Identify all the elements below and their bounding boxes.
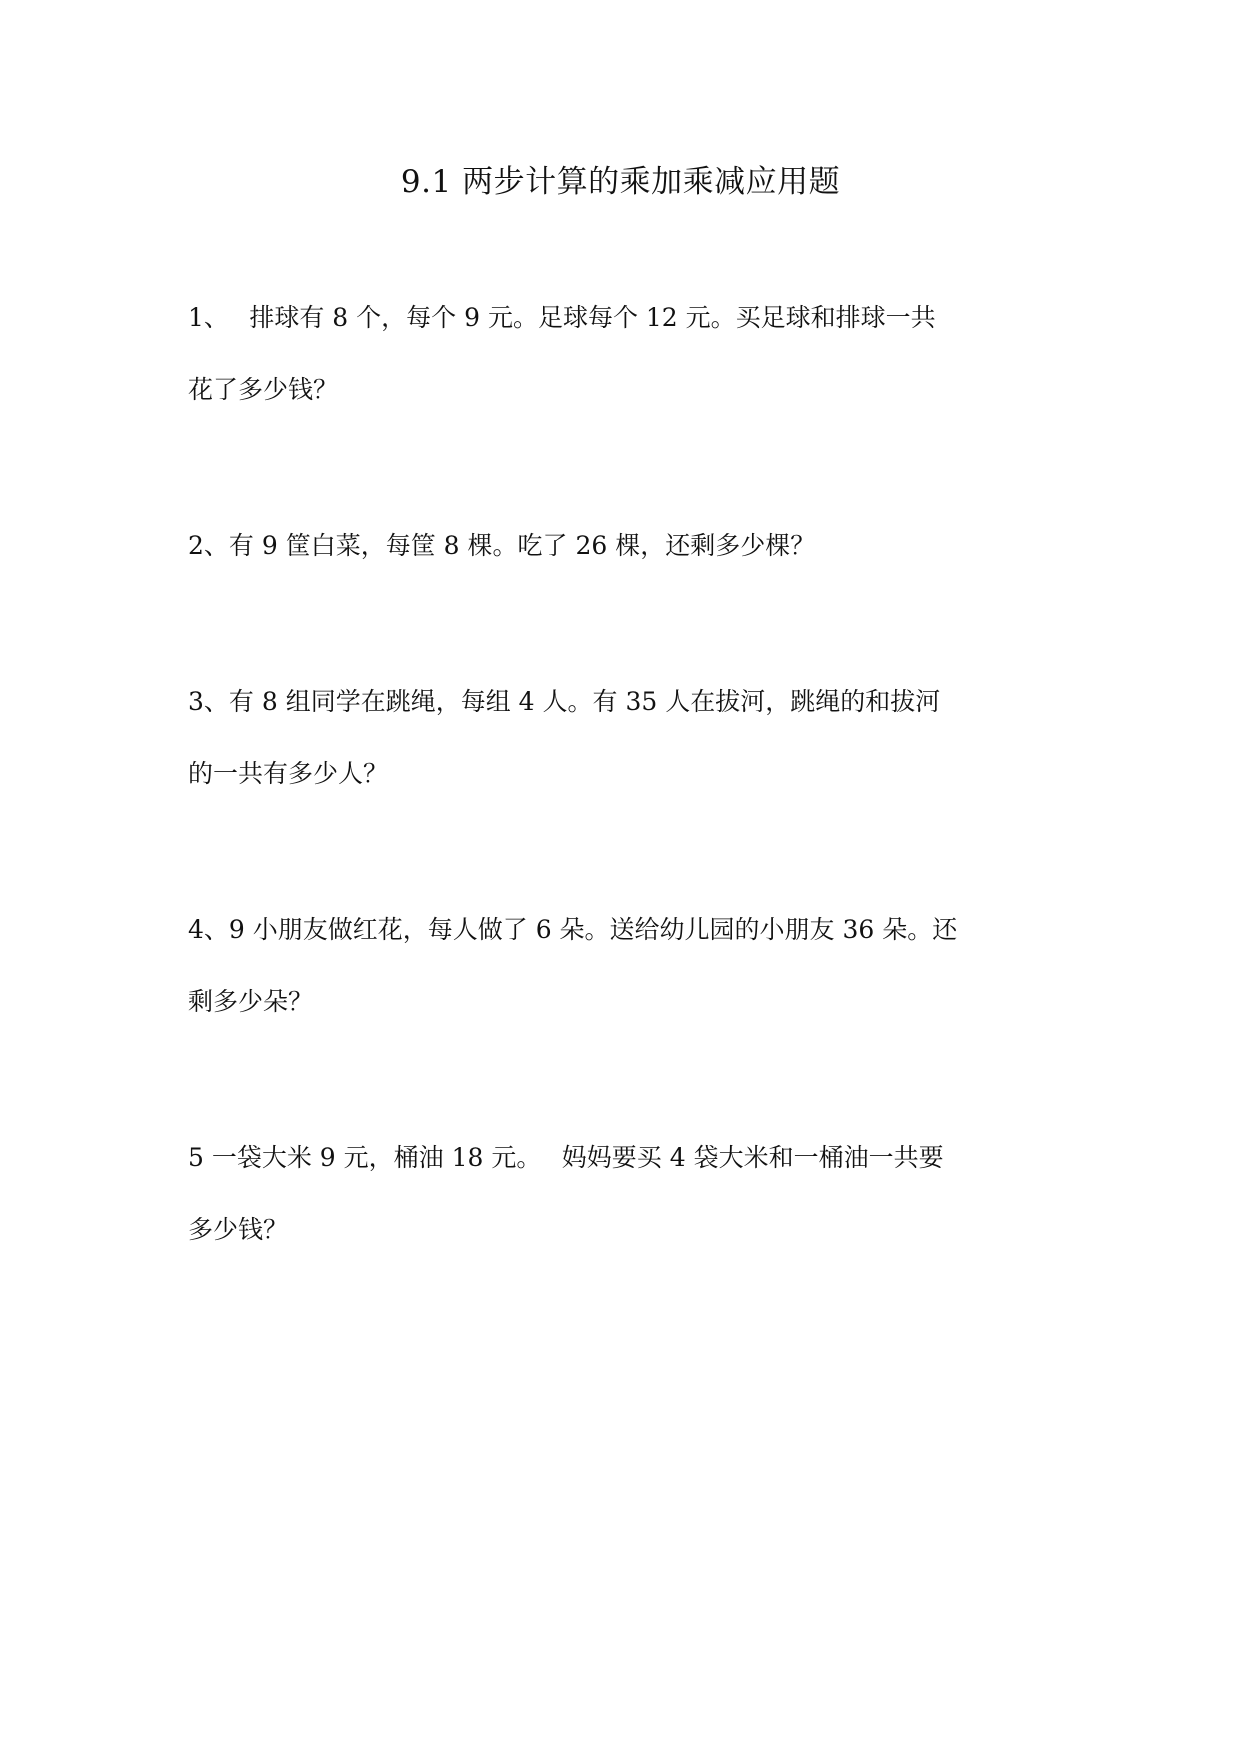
problem-4-line-2: 剩多少朵？ <box>188 987 314 1016</box>
problem-4 <box>188 908 1058 1052</box>
problem-list <box>188 296 1058 1364</box>
problem-1 <box>188 296 1058 440</box>
problem-3-line-1: 3、有 8 组同学在跳绳，每组 4 人。有 35 人在拔河，跳绳的和拔河 <box>188 687 941 716</box>
problem-5-line-2: 多少钱？ <box>188 1215 289 1244</box>
problem-3-line-2: 的一共有多少人？ <box>188 759 389 788</box>
problem-5 <box>188 1136 1058 1280</box>
page-title: 9.1 两步计算的乘加乘减应用题 <box>400 164 841 200</box>
problem-1-line-1: 1、 排球有 8 个，每个 9 元。足球每个 12 元。买足球和排球一共 <box>188 303 936 332</box>
problem-2-line-1: 2、有 9 筐白菜，每筐 8 棵。吃了 26 棵，还剩多少棵？ <box>188 531 816 560</box>
problem-3 <box>188 680 1058 824</box>
problem-1-line-2: 花了多少钱？ <box>188 375 339 404</box>
problem-2 <box>188 524 1058 596</box>
problem-5-line-1: 5 一袋大米 9 元，桶油 18 元。 妈妈要买 4 袋大米和一桶油一共要 <box>188 1143 944 1172</box>
problem-4-line-1: 4、9 小朋友做红花，每人做了 6 朵。送给幼儿园的小朋友 36 朵。还 <box>188 915 958 944</box>
